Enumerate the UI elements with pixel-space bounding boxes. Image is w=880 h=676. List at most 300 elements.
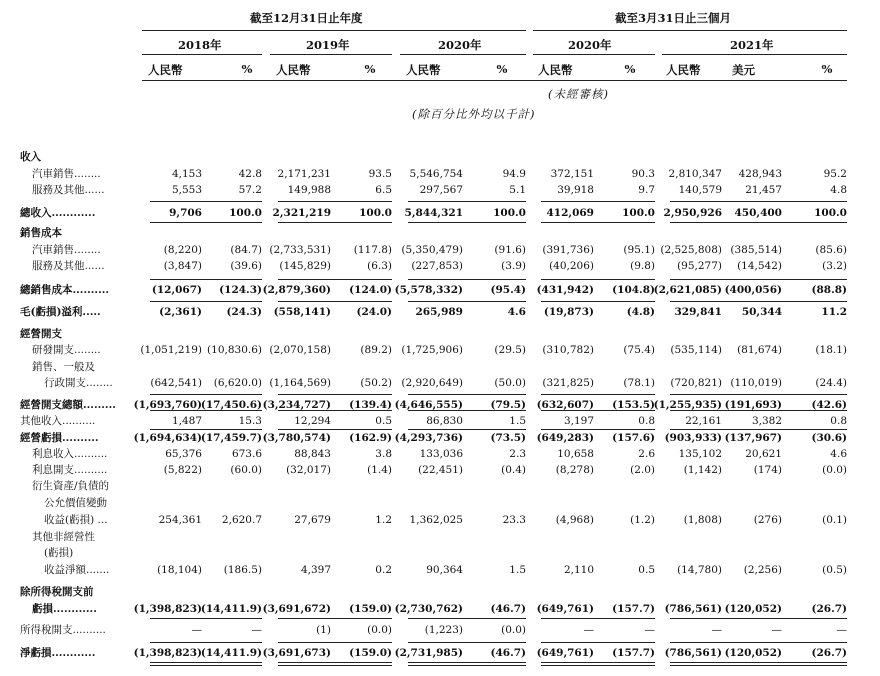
row-value: —	[191, 624, 202, 636]
table-row	[0, 327, 880, 341]
table-rule	[541, 301, 655, 302]
row-value: 4,397	[300, 564, 331, 576]
row-label: 服務及其他......	[32, 260, 105, 272]
row-value: (0.5)	[822, 564, 847, 576]
row-label: 汽車銷售........	[32, 168, 101, 180]
table-row	[0, 259, 880, 273]
table-row	[0, 496, 880, 510]
row-value: (85.6)	[815, 244, 847, 256]
row-value: 94.9	[502, 168, 526, 180]
row-value: 2,321,219	[272, 207, 331, 219]
row-value: 1.5	[509, 564, 526, 576]
row-value: 90,364	[426, 564, 463, 576]
row-value: 100.0	[359, 207, 392, 219]
row-label: 虧損............	[32, 603, 97, 615]
row-label: 所得稅開支..........	[20, 624, 106, 636]
row-value: (50.2)	[360, 377, 392, 389]
row-label: 收入	[20, 151, 41, 163]
row-value: 2,620.7	[221, 514, 262, 526]
row-value: 1.5	[509, 415, 526, 427]
row-value: 4.6	[830, 448, 847, 460]
row-value: (8,278)	[555, 464, 594, 476]
column-header-rule	[142, 80, 847, 81]
row-value: (24.3)	[226, 306, 262, 318]
row-value: (0.4)	[501, 464, 526, 476]
column-header-8: 人民幣	[666, 63, 701, 77]
row-value: 412,069	[546, 207, 594, 219]
row-value: 21,457	[745, 184, 782, 196]
row-value: 149,988	[287, 184, 331, 196]
row-value: (186.5)	[223, 564, 262, 576]
row-value: (642,541)	[150, 377, 202, 389]
row-value: (558,141)	[273, 306, 331, 318]
subheader-rule-2020	[400, 54, 526, 55]
row-value: (75.4)	[623, 344, 655, 356]
row-value: (73.5)	[490, 432, 526, 444]
row-label: 銷售、一般及	[32, 361, 95, 373]
row-value: (391,736)	[542, 244, 594, 256]
table-rule	[670, 279, 847, 280]
column-header-6: 人民幣	[538, 63, 573, 77]
row-label: 其他非經營性	[32, 531, 95, 543]
row-value: 4.8	[830, 184, 847, 196]
table-rule	[150, 410, 262, 411]
table-rule	[670, 662, 847, 663]
table-rule	[408, 201, 526, 202]
row-value: (0.0)	[822, 464, 847, 476]
row-value: (2,920,649)	[401, 377, 463, 389]
row-value: (276)	[753, 514, 782, 526]
row-value: (4,968)	[555, 514, 594, 526]
row-value: (84.7)	[230, 244, 262, 256]
row-value: 0.5	[638, 564, 655, 576]
row-value: 673.6	[231, 448, 262, 460]
table-row	[0, 563, 880, 577]
row-value: —	[771, 624, 782, 636]
row-value: (159.0)	[349, 603, 392, 615]
row-value: —	[836, 624, 847, 636]
row-label: 毛(虧損)溢利.....	[20, 306, 101, 318]
table-rule	[408, 394, 526, 395]
row-value: 100.0	[493, 207, 526, 219]
column-header-10: %	[821, 62, 833, 76]
row-label: 總銷售成本..........	[20, 284, 110, 296]
row-value: (431,942)	[536, 284, 594, 296]
table-row	[0, 546, 880, 560]
table-rule	[150, 222, 262, 223]
row-value: (3,234,727)	[262, 399, 331, 411]
row-value: —	[711, 624, 722, 636]
row-value: (18.1)	[815, 344, 847, 356]
table-row	[0, 283, 880, 297]
table-rule	[150, 301, 262, 302]
row-value: (32,017)	[286, 464, 331, 476]
row-value: (95.4)	[490, 284, 526, 296]
row-value: (1,223)	[424, 624, 463, 636]
row-value: (5,822)	[163, 464, 202, 476]
row-value: (1,398,823)	[133, 603, 202, 615]
row-value: (91.6)	[494, 244, 526, 256]
year-2020: 2020年	[438, 38, 482, 52]
row-value: (14,780)	[677, 564, 722, 576]
row-value: —	[583, 624, 594, 636]
table-row	[0, 646, 880, 660]
row-value: (2,070,158)	[269, 344, 331, 356]
row-value: 428,943	[738, 168, 782, 180]
row-value: (2,361)	[159, 306, 202, 318]
row-value: (10,830.6)	[207, 344, 262, 356]
row-value: (649,761)	[536, 647, 594, 659]
unaudited-note: (未經審核)	[548, 87, 609, 101]
row-value: (17,450.6)	[200, 399, 262, 411]
row-value: (649,283)	[536, 432, 594, 444]
table-rule	[408, 618, 526, 619]
table-row	[0, 513, 880, 527]
row-value: (2.0)	[630, 464, 655, 476]
row-value: (1.2)	[630, 514, 655, 526]
row-value: (88.8)	[811, 284, 847, 296]
row-value: 0.8	[638, 415, 655, 427]
row-value: (89.2)	[360, 344, 392, 356]
row-value: —	[251, 624, 262, 636]
table-rule	[670, 665, 847, 666]
row-value: (120,052)	[724, 647, 782, 659]
row-value: (310,782)	[542, 344, 594, 356]
row-value: (124.3)	[219, 284, 262, 296]
row-value: (1,694,634)	[133, 432, 202, 444]
row-value: (39.6)	[230, 260, 262, 272]
row-value: 3.8	[375, 448, 392, 460]
row-value: 100.0	[814, 207, 847, 219]
table-rule	[670, 410, 847, 411]
row-value: (29.5)	[494, 344, 526, 356]
period-year-heading: 截至12月31日止年度	[250, 11, 363, 25]
row-value: (42.6)	[811, 399, 847, 411]
row-value: (385,514)	[730, 244, 782, 256]
table-rule	[670, 642, 847, 643]
table-rule	[408, 665, 526, 666]
row-value: (0.0)	[501, 624, 526, 636]
table-row	[0, 602, 880, 616]
row-value: 2.3	[509, 448, 526, 460]
row-value: (2,256)	[743, 564, 782, 576]
row-label: 經營開支	[20, 328, 62, 340]
row-value: (786,561)	[664, 603, 722, 615]
row-value: (24.4)	[815, 377, 847, 389]
table-row	[0, 243, 880, 257]
subheader-rule-q2021	[662, 54, 847, 55]
table-rule	[541, 279, 655, 280]
row-value: 4,153	[171, 168, 202, 180]
table-rule	[150, 662, 262, 663]
table-row	[0, 585, 880, 599]
row-value: (145,829)	[279, 260, 331, 272]
row-value: (1,808)	[683, 514, 722, 526]
row-value: 2.6	[638, 448, 655, 460]
row-value: 2,171,231	[277, 168, 331, 180]
row-value: (95,277)	[677, 260, 722, 272]
row-value: (174)	[753, 464, 782, 476]
row-value: 27,679	[294, 514, 331, 526]
unit-note: (除百分比外均以千計)	[412, 107, 536, 121]
row-value: (3.9)	[501, 260, 526, 272]
table-rule	[278, 201, 392, 202]
column-header-0: 人民幣	[148, 63, 183, 77]
row-value: (8,220)	[163, 244, 202, 256]
column-header-2: 人民幣	[276, 63, 311, 77]
row-label: 除所得稅開支前	[20, 586, 94, 598]
table-rule	[670, 201, 847, 202]
row-value: 6.5	[375, 184, 392, 196]
row-value: (46.7)	[490, 603, 526, 615]
table-rule	[150, 394, 262, 395]
row-value: (1,051,219)	[140, 344, 202, 356]
table-rule	[278, 429, 392, 430]
row-value: (2,621,085)	[653, 284, 722, 296]
table-row	[0, 431, 880, 445]
row-value: (1,693,760)	[133, 399, 202, 411]
row-value: (2,730,762)	[394, 603, 463, 615]
row-value: (157.7)	[612, 603, 655, 615]
row-label: 收益(虧損) ...	[44, 514, 108, 526]
table-row	[0, 376, 880, 390]
row-value: 254,361	[158, 514, 202, 526]
table-row	[0, 183, 880, 197]
row-value: 39,918	[557, 184, 594, 196]
row-value: (2,879,360)	[262, 284, 331, 296]
row-value: 95.2	[823, 168, 847, 180]
row-value: 372,151	[550, 168, 594, 180]
column-header-7: %	[624, 62, 636, 76]
row-value: 2,810,347	[668, 168, 722, 180]
row-label: 經營開支總額.........	[20, 399, 116, 411]
row-value: (5,350,479)	[401, 244, 463, 256]
row-value: 5,546,754	[409, 168, 463, 180]
table-rule	[278, 410, 392, 411]
header-rule-year	[142, 30, 526, 31]
row-value: (17,459.7)	[200, 432, 262, 444]
row-value: (6.3)	[367, 260, 392, 272]
row-value: 5.1	[509, 184, 526, 196]
table-row	[0, 206, 880, 220]
table-rule	[408, 410, 526, 411]
row-value: (46.7)	[490, 647, 526, 659]
table-rule	[541, 201, 655, 202]
table-row	[0, 150, 880, 164]
row-value: 133,036	[419, 448, 463, 460]
row-value: 2,110	[563, 564, 594, 576]
row-value: 5,553	[171, 184, 202, 196]
row-value: (1,725,906)	[401, 344, 463, 356]
table-rule	[541, 222, 655, 223]
row-value: (4,646,555)	[394, 399, 463, 411]
row-value: (110,019)	[730, 377, 782, 389]
table-rule	[541, 642, 655, 643]
row-value: (30.6)	[811, 432, 847, 444]
table-row	[0, 479, 880, 493]
table-row	[0, 343, 880, 357]
table-rule	[541, 410, 655, 411]
subheader-rule-q2020	[533, 54, 655, 55]
row-value: (4,293,736)	[394, 432, 463, 444]
row-value: (2,733,531)	[269, 244, 331, 256]
row-label: 研發開支........	[32, 344, 101, 356]
row-value: (4.8)	[626, 306, 655, 318]
table-rule	[670, 429, 847, 430]
row-value: 450,400	[734, 207, 782, 219]
row-value: —	[644, 624, 655, 636]
row-value: (14,411.9)	[200, 647, 262, 659]
table-rule	[541, 394, 655, 395]
header-rule-quarter	[533, 30, 847, 31]
row-value: (40,206)	[549, 260, 594, 272]
table-row	[0, 414, 880, 428]
table-rule	[278, 618, 392, 619]
row-value: 1.2	[375, 514, 392, 526]
row-value: 0.2	[375, 564, 392, 576]
row-label: 經營虧損..........	[20, 432, 99, 444]
row-value: (81,674)	[737, 344, 782, 356]
row-value: (159.0)	[349, 647, 392, 659]
table-rule	[150, 201, 262, 202]
row-value: 9,706	[169, 207, 202, 219]
row-value: (1,398,823)	[133, 647, 202, 659]
row-value: (9.8)	[630, 260, 655, 272]
row-value: 42.8	[238, 168, 262, 180]
table-rule	[408, 222, 526, 223]
table-row	[0, 305, 880, 319]
table-rule	[670, 618, 847, 619]
row-value: 12,294	[294, 415, 331, 427]
year-2019: 2019年	[306, 38, 350, 52]
row-value: (3,691,673)	[262, 647, 331, 659]
table-rule	[408, 662, 526, 663]
row-value: (104.8)	[612, 284, 655, 296]
row-value: (78.1)	[623, 377, 655, 389]
period-quarter-heading: 截至3月31日止三個月	[615, 11, 732, 25]
row-value: (79.5)	[490, 399, 526, 411]
row-label: 利息收入..........	[32, 448, 108, 460]
row-label: 服務及其他......	[32, 184, 105, 196]
row-value: (22,451)	[418, 464, 463, 476]
quarter-2021: 2021年	[730, 38, 774, 52]
table-rule	[408, 642, 526, 643]
row-value: (50.0)	[494, 377, 526, 389]
row-label: 銷售成本	[20, 227, 62, 239]
row-value: 100.0	[229, 207, 262, 219]
row-value: 297,567	[419, 184, 463, 196]
row-value: 329,841	[674, 306, 722, 318]
row-label: 其他收入..........	[20, 415, 96, 427]
row-value: 57.2	[238, 184, 262, 196]
row-value: (0.0)	[367, 624, 392, 636]
row-label: 衍生資產/負債的	[32, 480, 110, 492]
table-rule	[150, 429, 262, 430]
row-value: (1)	[316, 624, 331, 636]
table-row	[0, 167, 880, 181]
row-value: 15.3	[238, 415, 262, 427]
table-rule	[408, 301, 526, 302]
row-value: 50,344	[741, 306, 782, 318]
row-value: (649,761)	[536, 603, 594, 615]
row-value: (321,825)	[542, 377, 594, 389]
row-label: 汽車銷售........	[32, 244, 101, 256]
row-value: (720,821)	[670, 377, 722, 389]
row-label: 總收入............	[20, 207, 96, 219]
row-value: (0.1)	[822, 514, 847, 526]
row-value: 23.3	[502, 514, 526, 526]
row-value: (137,967)	[724, 432, 782, 444]
row-label: 收益淨額.......	[44, 564, 110, 576]
table-rule	[278, 394, 392, 395]
row-value: (400,056)	[724, 284, 782, 296]
row-value: 5,844,321	[404, 207, 463, 219]
row-value: (157.6)	[612, 432, 655, 444]
table-rule	[278, 279, 392, 280]
row-value: 11.2	[821, 306, 847, 318]
row-value: (227,853)	[411, 260, 463, 272]
table-rule	[541, 429, 655, 430]
column-header-4: 人民幣	[406, 63, 441, 77]
row-value: 4.6	[507, 306, 526, 318]
row-value: 140,579	[678, 184, 722, 196]
row-value: (5,578,332)	[394, 284, 463, 296]
table-rule	[541, 665, 655, 666]
row-value: 2,950,926	[663, 207, 722, 219]
row-value: (26.7)	[811, 603, 847, 615]
row-value: (24.0)	[356, 306, 392, 318]
row-label: 淨虧損............	[20, 647, 96, 659]
row-value: (95.1)	[623, 244, 655, 256]
row-value: 3,382	[751, 415, 782, 427]
row-value: (3.2)	[822, 260, 847, 272]
row-value: 88,843	[294, 448, 331, 460]
row-value: 22,161	[685, 415, 722, 427]
row-value: (3,691,672)	[262, 603, 331, 615]
row-value: (632,607)	[536, 399, 594, 411]
row-value: (2,525,808)	[660, 244, 722, 256]
row-value: 1,362,025	[409, 514, 463, 526]
row-value: 0.8	[830, 415, 847, 427]
row-value: 100.0	[622, 207, 655, 219]
table-rule	[408, 429, 526, 430]
row-value: (191,693)	[724, 399, 782, 411]
row-value: (1.4)	[367, 464, 392, 476]
row-value: (139.4)	[349, 399, 392, 411]
column-header-9: 美元	[732, 63, 755, 77]
row-value: (1,142)	[683, 464, 722, 476]
row-value: 1,487	[171, 415, 202, 427]
table-rule	[278, 222, 392, 223]
row-value: (786,561)	[664, 647, 722, 659]
row-value: (26.7)	[811, 647, 847, 659]
row-value: (18,104)	[157, 564, 202, 576]
row-value: 10,658	[557, 448, 594, 460]
row-value: 135,102	[678, 448, 722, 460]
row-value: (2,731,985)	[394, 647, 463, 659]
row-value: 0.5	[375, 415, 392, 427]
table-row	[0, 530, 880, 544]
row-value: (6,620.0)	[213, 377, 262, 389]
row-value: 9.7	[638, 184, 655, 196]
table-row	[0, 360, 880, 374]
subheader-rule-2019	[270, 54, 392, 55]
row-label: (虧損)	[44, 547, 74, 559]
quarter-2020: 2020年	[568, 38, 612, 52]
row-label: 行政開支........	[44, 377, 113, 389]
row-value: 3,197	[563, 415, 594, 427]
row-value: (14,542)	[737, 260, 782, 272]
